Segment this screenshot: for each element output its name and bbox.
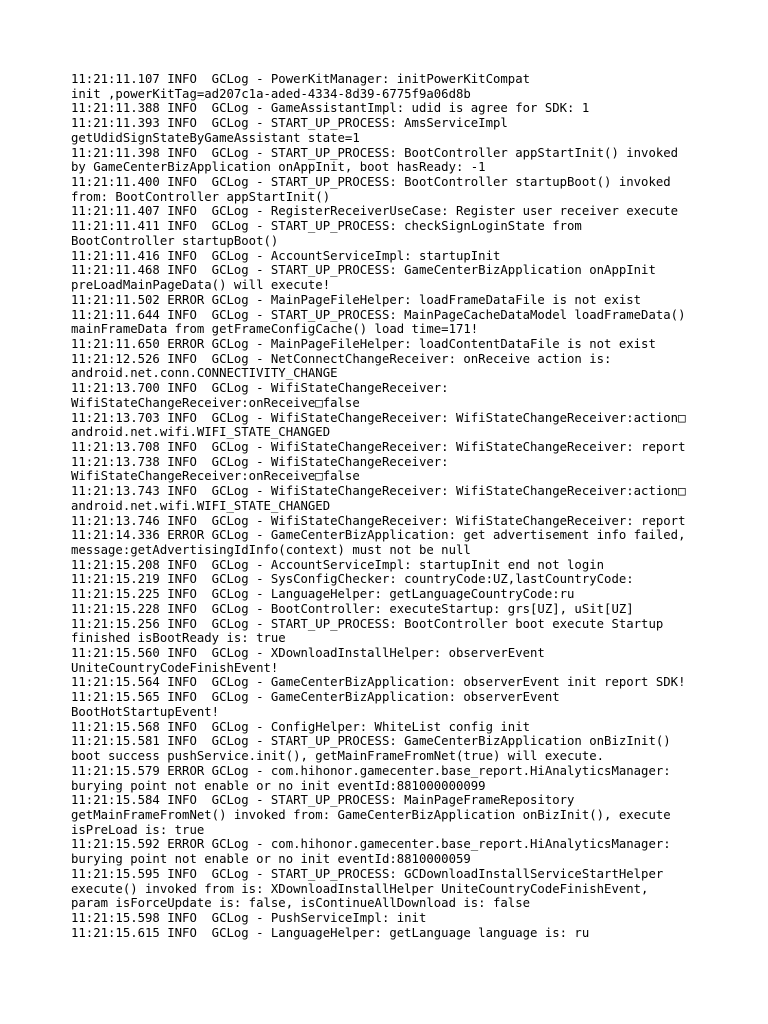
log-line: init ,powerKitTag=ad207c1a-aded-4334-8d39-6775f9a06d8b [71,86,471,101]
log-line: by GameCenterBizApplication onAppInit, boot hasReady: -1 [71,160,486,175]
log-line: burying point not enable or no init eventId:8810000059 [71,852,471,867]
log-line: finished isBootReady is: true [71,631,286,646]
log-line: android.net.wifi.WIFI_STATE_CHANGED [71,498,331,513]
log-line: 11:21:15.219 INFO GCLog - SysConfigChecker: countryCode:UZ,lastCountryCode: [71,572,634,587]
log-line: 11:21:15.598 INFO GCLog - PushServiceImpl: init [71,910,427,925]
log-line: execute() invoked from is: XDownloadInstallHelper UniteCountryCodeFinishEvent, [71,881,649,896]
log-line: 11:21:15.568 INFO GCLog - ConfigHelper: WhiteList config init [71,719,531,734]
log-line: 11:21:12.526 INFO GCLog - NetConnectChangeReceiver: onReceive action is: [71,351,612,366]
log-line: 11:21:11.650 ERROR GCLog - MainPageFileHelper: loadContentDataFile is not exist [71,336,656,351]
log-line: UniteCountryCodeFinishEvent! [71,660,279,675]
log-line: 11:21:14.336 ERROR GCLog - GameCenterBizApplication: get advertisement info failed, [71,528,686,543]
log-line: 11:21:11.107 INFO GCLog - PowerKitManager: initPowerKitCompat [71,72,531,86]
log-line: 11:21:15.579 ERROR GCLog - com.hihonor.gamecenter.base_report.HiAnalyticsManager: [71,763,671,778]
log-line: 11:21:11.388 INFO GCLog - GameAssistantImpl: udid is agree for SDK: 1 [71,101,590,116]
log-line: getUdidSignStateByGameAssistant state=1 [71,130,360,145]
log-line: 11:21:15.208 INFO GCLog - AccountServiceImpl: startupInit end not login [71,557,605,572]
log-line: 11:21:15.584 INFO GCLog - START_UP_PROCESS: MainPageFrameRepository [71,793,575,808]
log-line: message:getAdvertisingIdInfo(context) must not be null [71,543,471,557]
log-line: android.net.wifi.WIFI_STATE_CHANGED [71,425,331,440]
log-line: 11:21:11.411 INFO GCLog - START_UP_PROCESS: checkSignLoginState from [71,219,582,234]
log-line: param isForceUpdate is: false, isContinueAllDownload is: false [71,896,531,911]
log-line: 11:21:11.393 INFO GCLog - START_UP_PROCESS: AmsServiceImpl [71,116,508,131]
log-line: WifiStateChangeReceiver:onReceive□false [71,469,360,484]
log-line: 11:21:15.256 INFO GCLog - START_UP_PROCESS: BootController boot execute Startup [71,616,664,631]
log-line: 11:21:15.595 INFO GCLog - START_UP_PROCESS: GCDownloadInstallServiceStartHelper [71,866,664,881]
log-line: 11:21:13.703 INFO GCLog - WifiStateChangeReceiver: WifiStateChangeReceiver:action□ [71,410,686,425]
log-line: 11:21:11.502 ERROR GCLog - MainPageFileHelper: loadFrameDataFile is not exist [71,292,642,307]
log-line: 11:21:13.743 INFO GCLog - WifiStateChangeReceiver: WifiStateChangeReceiver:action□ [71,484,686,499]
log-line: getMainFrameFromNet() invoked from: GameCenterBizApplication onBizInit(), execute [71,807,671,822]
log-line: isPreLoad is: true [71,822,205,837]
log-line: 11:21:11.468 INFO GCLog - START_UP_PROCESS: GameCenterBizApplication onAppInit [71,263,656,278]
log-line: 11:21:11.416 INFO GCLog - AccountServiceImpl: startupInit [71,248,501,263]
log-line: 11:21:15.225 INFO GCLog - LanguageHelper: getLanguageCountryCode:ru [71,587,575,602]
log-line: burying point not enable or no init eventId:881000000099 [71,778,486,793]
log-line: 11:21:13.738 INFO GCLog - WifiStateChangeReceiver: [71,454,449,469]
log-line: 11:21:15.560 INFO GCLog - XDownloadInstallHelper: observerEvent [71,646,545,661]
log-line: 11:21:11.407 INFO GCLog - RegisterReceiverUseCase: Register user receiver execute [71,204,679,219]
log-line: boot success pushService.init(), getMainFrameFromNet(true) will execute. [71,749,605,764]
log-line: android.net.conn.CONNECTIVITY_CHANGE [71,366,338,381]
log-line: 11:21:11.398 INFO GCLog - START_UP_PROCESS: BootController appStartInit() invoked [71,145,679,160]
log-line: 11:21:15.592 ERROR GCLog - com.hihonor.gamecenter.base_report.HiAnalyticsManager: [71,837,671,852]
log-line: WifiStateChangeReceiver:onReceive□false [71,395,360,410]
log-line: from: BootController appStartInit() [71,189,331,204]
log-line: 11:21:15.615 INFO GCLog - LanguageHelper: getLanguage language is: ru [71,925,590,940]
log-line: 11:21:13.708 INFO GCLog - WifiStateChangeReceiver: WifiStateChangeReceiver: report [71,439,686,454]
log-line: mainFrameData from getFrameConfigCache() load time=171! [71,322,479,337]
log-line: 11:21:13.700 INFO GCLog - WifiStateChangeReceiver: [71,381,449,396]
log-line: 11:21:15.565 INFO GCLog - GameCenterBizApplication: observerEvent [71,690,560,705]
log-line: 11:21:15.564 INFO GCLog - GameCenterBizApplication: observerEvent init report SDK! [71,675,686,690]
log-line: BootHotStartupEvent! [71,704,220,719]
log-document [71,72,711,940]
log-line: 11:21:13.746 INFO GCLog - WifiStateChangeReceiver: WifiStateChangeReceiver: report [71,513,686,528]
log-line: 11:21:15.581 INFO GCLog - START_UP_PROCESS: GameCenterBizApplication onBizInit() [71,734,671,749]
log-line: 11:21:11.644 INFO GCLog - START_UP_PROCESS: MainPageCacheDataModel loadFrameData() [71,307,686,322]
log-line: preLoadMainPageData() will execute! [71,278,331,293]
log-line: 11:21:15.228 INFO GCLog - BootController: executeStartup: grs[UZ], uSit[UZ] [71,601,634,616]
log-line: BootController startupBoot() [71,233,279,248]
log-line: 11:21:11.400 INFO GCLog - START_UP_PROCESS: BootController startupBoot() invoked [71,175,671,190]
